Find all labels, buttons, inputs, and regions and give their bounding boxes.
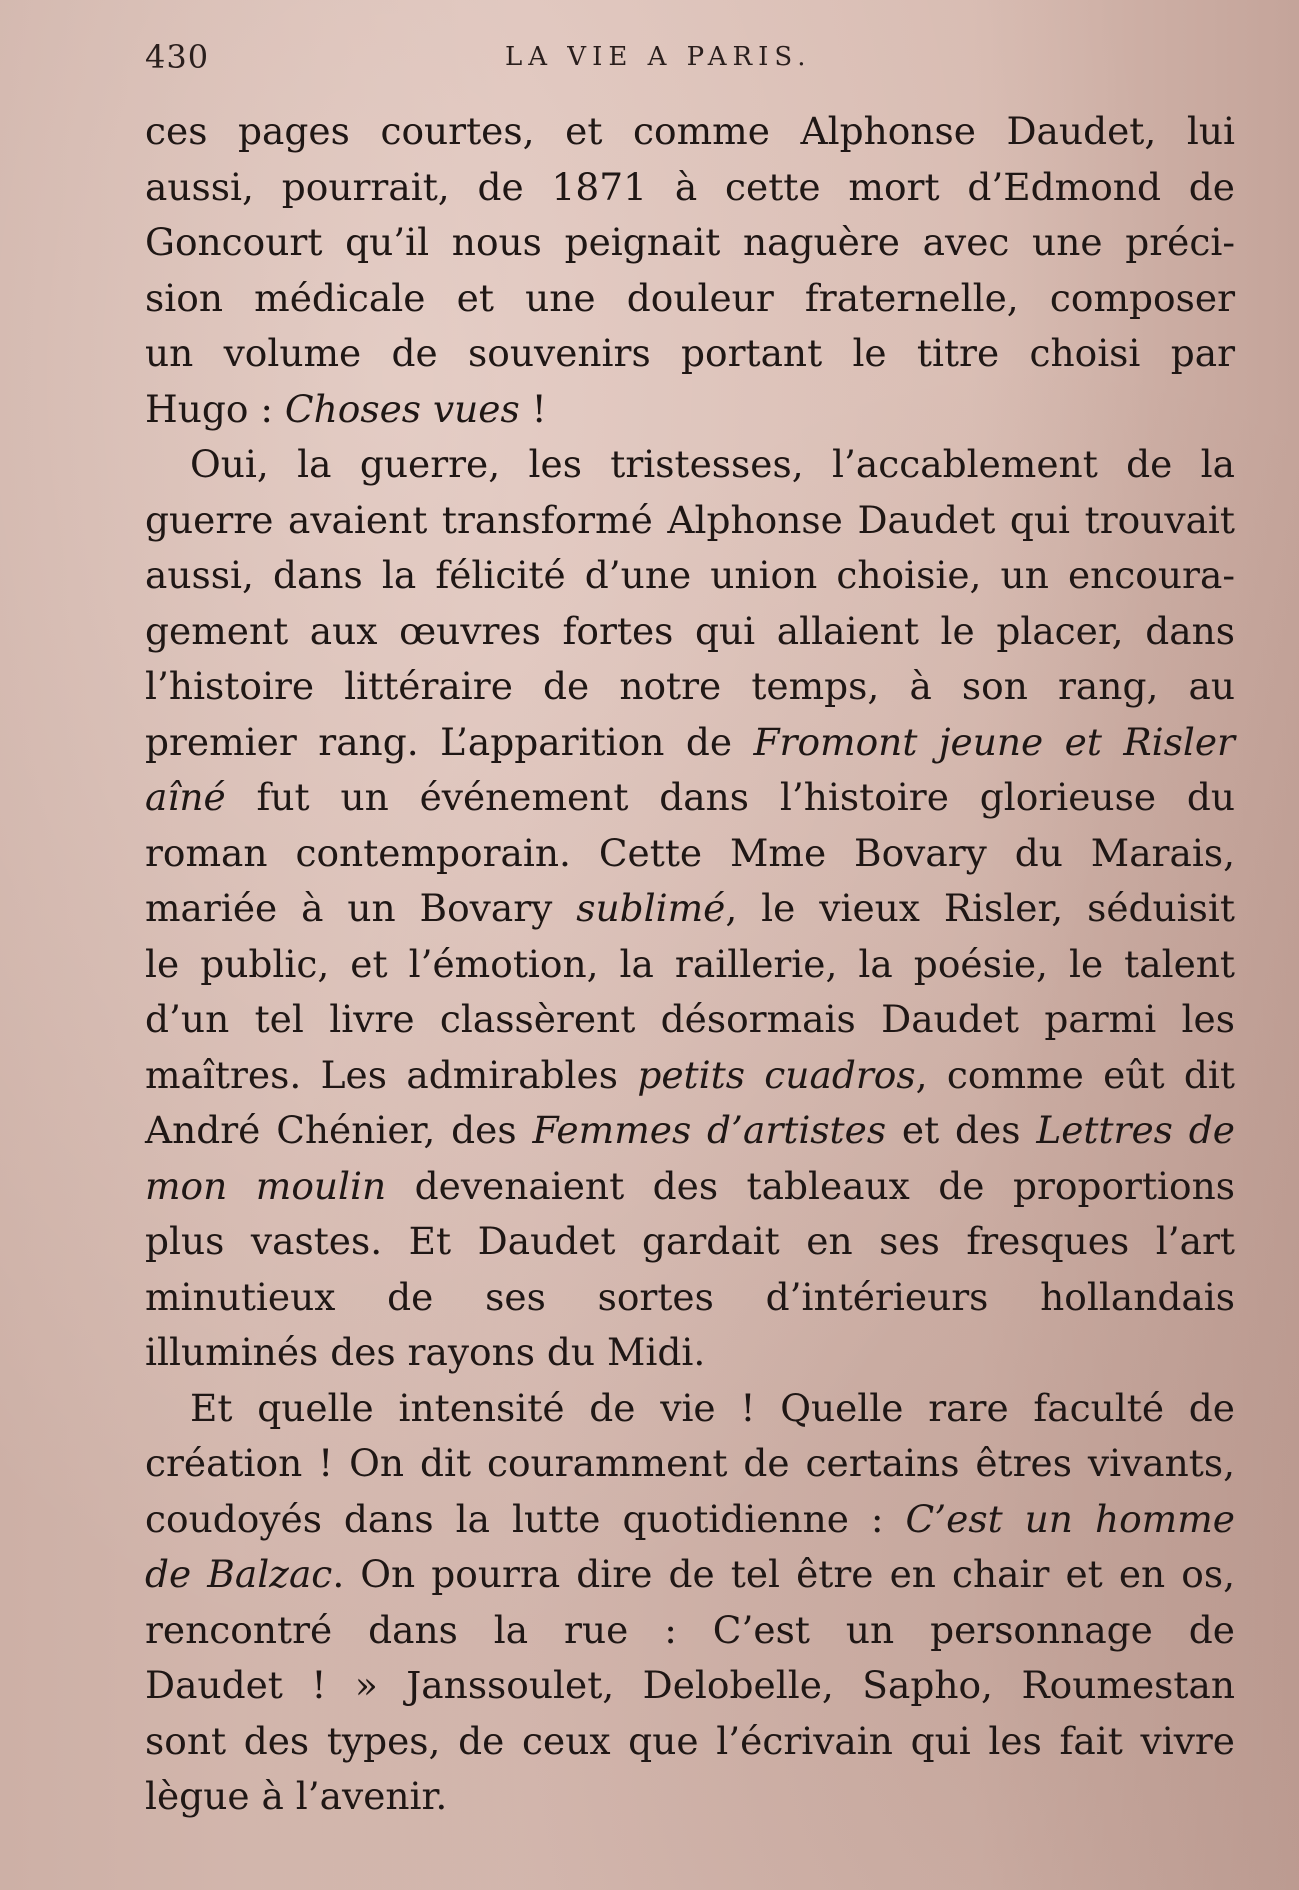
text-segment: plus vastes. Et Daudet gardait en ses fresques l’art bbox=[145, 1219, 1235, 1263]
italic-text: Lettres de bbox=[1036, 1108, 1235, 1152]
text-line bbox=[145, 1325, 1235, 1381]
text-line bbox=[145, 1214, 1235, 1270]
text-line bbox=[145, 992, 1235, 1048]
text-segment: d’un tel livre classèrent désormais Daudet parmi les bbox=[145, 997, 1235, 1041]
italic-text: Choses vues bbox=[284, 386, 520, 431]
text-line bbox=[145, 1492, 1235, 1548]
text-segment: sont des types, de ceux que l’écrivain qui les fait vivre bbox=[145, 1718, 1235, 1763]
text-segment: et des bbox=[886, 1108, 1037, 1152]
text-segment: aussi, dans la félicité d’une union choisie, un encoura- bbox=[145, 553, 1235, 597]
italic-text: C’est un homme bbox=[905, 1496, 1235, 1541]
text-segment: André Chénier, des bbox=[145, 1108, 533, 1152]
text-line bbox=[145, 1159, 1235, 1215]
italic-text: aîné bbox=[145, 775, 226, 819]
text-line bbox=[145, 937, 1235, 993]
italic-text: mon moulin bbox=[145, 1163, 387, 1208]
text-segment: devenaient des tableaux de proportions bbox=[386, 1163, 1235, 1208]
text-segment: sion médicale et une douleur fraternelle, composer bbox=[145, 275, 1235, 320]
text-line bbox=[145, 1547, 1235, 1603]
page-number: 430 bbox=[145, 38, 210, 76]
text-line bbox=[145, 1603, 1235, 1659]
text-segment: création ! On dit couramment de certains êtres vivants, bbox=[145, 1441, 1235, 1485]
text-segment: guerre avaient transformé Alphonse Daudet qui trouvait bbox=[145, 497, 1235, 542]
text-segment: aussi, pourrait, de 1871 à cette mort d’Edmond de bbox=[145, 164, 1235, 209]
text-line bbox=[145, 659, 1235, 715]
italic-text: de Balzac bbox=[145, 1552, 333, 1596]
text-line bbox=[145, 604, 1235, 660]
text-segment: maîtres. Les admirables bbox=[145, 1052, 638, 1097]
italic-text: Femmes d’artistes bbox=[532, 1108, 887, 1152]
text-line bbox=[145, 548, 1235, 604]
text-line bbox=[145, 437, 1235, 493]
text-line bbox=[145, 104, 1235, 160]
text-segment: l’histoire littéraire de notre temps, à son rang, au bbox=[145, 664, 1235, 708]
text-line bbox=[145, 770, 1235, 826]
text-segment: , comme eût dit bbox=[915, 1052, 1235, 1097]
text-segment: Hugo : bbox=[145, 386, 285, 431]
text-line bbox=[145, 271, 1235, 327]
text-segment: Goncourt qu’il nous peignait naguère avec une préci- bbox=[145, 220, 1235, 264]
text-segment: mariée à un Bovary bbox=[145, 886, 577, 930]
italic-text: Fromont jeune et Risler bbox=[753, 719, 1235, 764]
text-line bbox=[145, 326, 1235, 382]
running-title: LA VIE A PARIS. bbox=[505, 42, 812, 72]
text-line bbox=[145, 1658, 1235, 1714]
italic-text: sublimé bbox=[576, 886, 726, 930]
text-line bbox=[145, 1436, 1235, 1492]
text-segment: gement aux œuvres fortes qui allaient le placer, dans bbox=[145, 608, 1235, 653]
text-segment: illuminés des rayons du Midi. bbox=[145, 1330, 706, 1374]
text-segment: Et quelle intensité de vie ! Quelle rare faculté de bbox=[190, 1385, 1235, 1430]
text-line bbox=[145, 715, 1235, 771]
text-segment: Oui, la guerre, les tristesses, l’accablement de la bbox=[190, 442, 1235, 486]
italic-text: petits cuadros bbox=[637, 1052, 916, 1097]
text-line bbox=[145, 382, 1235, 438]
text-segment: fut un événement dans l’histoire glorieuse du bbox=[225, 775, 1235, 819]
text-segment: coudoyés dans la lutte quotidienne : bbox=[145, 1496, 906, 1541]
text-line bbox=[145, 493, 1235, 549]
text-line bbox=[145, 826, 1235, 882]
text-segment: roman contemporain. Cette Mme Bovary du Marais, bbox=[145, 830, 1235, 875]
text-segment: , le vieux Risler, séduisit bbox=[725, 886, 1235, 930]
text-segment: le public, et l’émotion, la raillerie, la poésie, le talent bbox=[145, 941, 1235, 986]
text-line bbox=[145, 1381, 1235, 1437]
text-segment: ! bbox=[519, 386, 547, 431]
text-line bbox=[145, 215, 1235, 271]
text-segment: premier rang. L’apparition de bbox=[145, 719, 754, 764]
text-line bbox=[145, 1769, 1235, 1825]
text-segment: minutieux de ses sortes d’intérieurs hollandais bbox=[145, 1274, 1235, 1319]
text-line bbox=[145, 160, 1235, 216]
text-segment: rencontré dans la rue : C’est un personnage de bbox=[145, 1607, 1235, 1652]
text-segment: Daudet ! » Janssoulet, Delobelle, Sapho, Roumestan bbox=[145, 1663, 1235, 1707]
text-line bbox=[145, 1048, 1235, 1104]
text-line bbox=[145, 881, 1235, 937]
page-header bbox=[145, 38, 1229, 82]
text-segment: . On pourra dire de tel être en chair et en os, bbox=[332, 1552, 1235, 1596]
text-line bbox=[145, 1270, 1235, 1326]
text-line bbox=[145, 1103, 1235, 1159]
body-text bbox=[145, 104, 1235, 1825]
text-line bbox=[145, 1714, 1235, 1770]
text-segment: ces pages courtes, et comme Alphonse Daudet, lui bbox=[145, 109, 1235, 153]
text-segment: lègue à l’avenir. bbox=[145, 1774, 448, 1818]
text-segment: un volume de souvenirs portant le titre choisi par bbox=[145, 331, 1235, 375]
